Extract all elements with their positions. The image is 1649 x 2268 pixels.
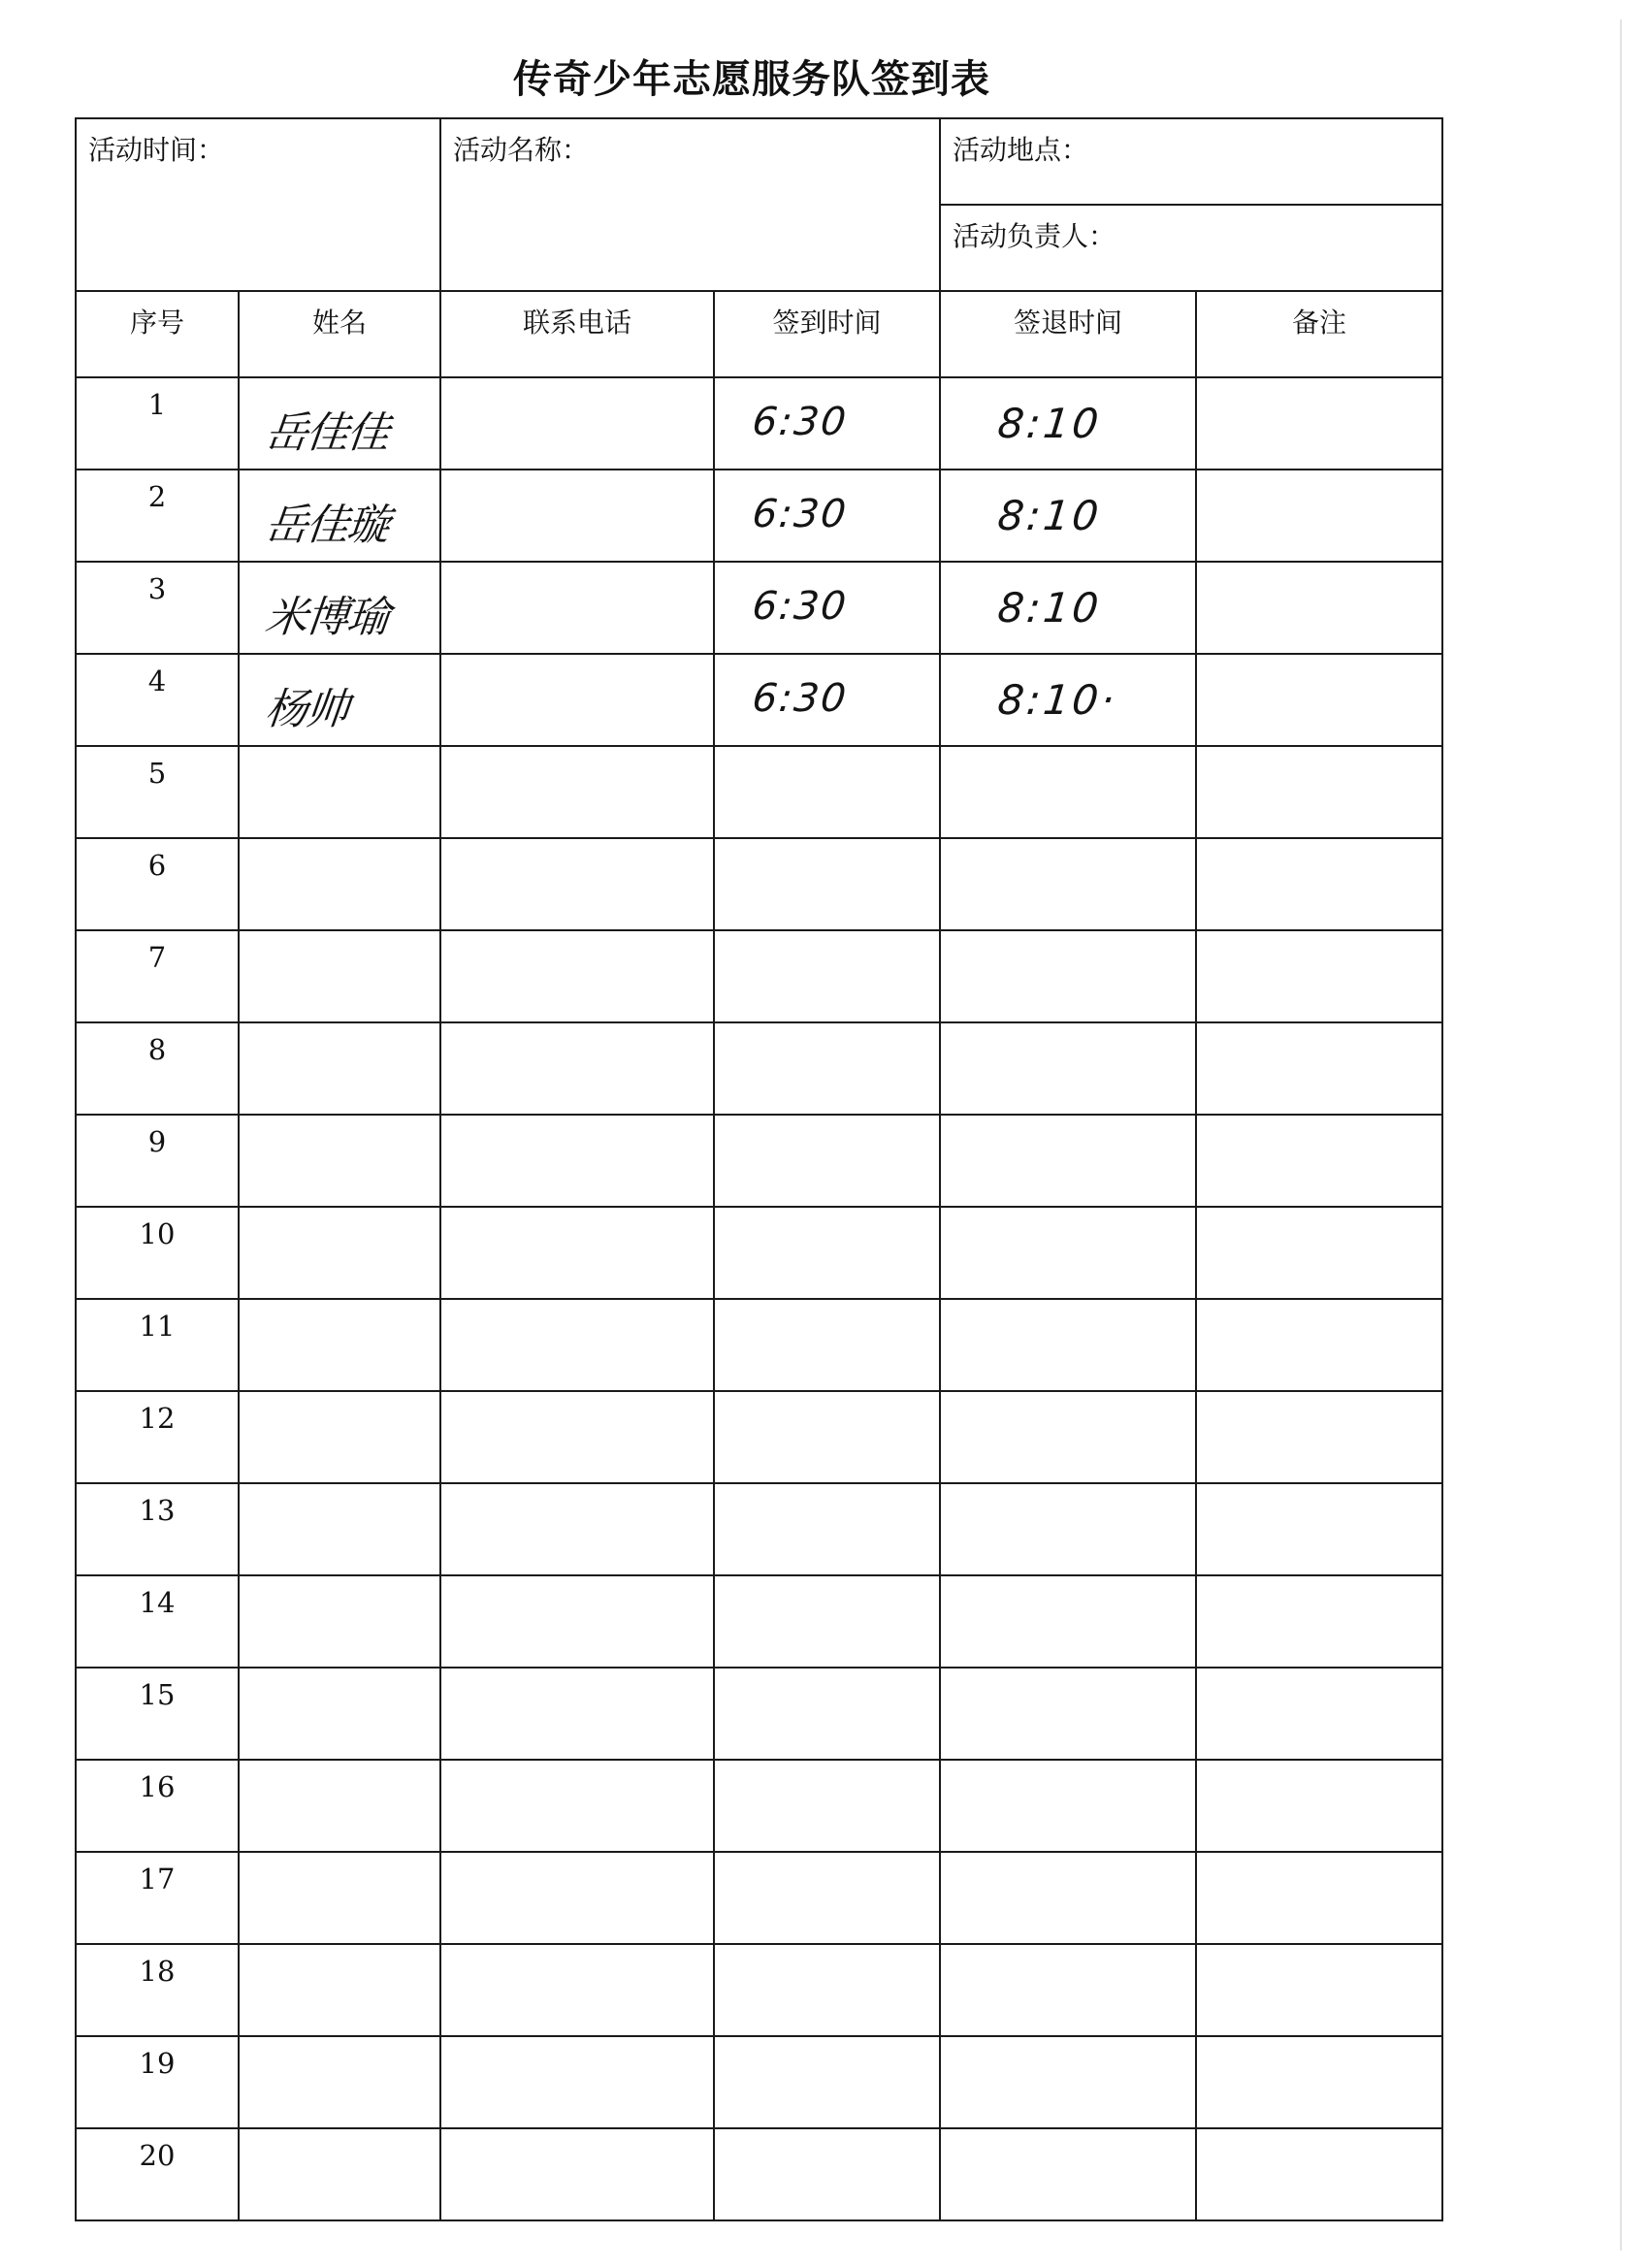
note-cell — [1196, 2036, 1442, 2128]
row-number: 11 — [76, 1299, 239, 1391]
col-header-phone: 联系电话 — [440, 291, 714, 377]
sign-in-time — [714, 2128, 940, 2220]
activity-place-label: 活动地点： — [953, 134, 1089, 166]
note-cell — [1196, 1760, 1442, 1852]
signer-name — [239, 930, 440, 1022]
table-row — [76, 1299, 1442, 1391]
row-number: 17 — [76, 1852, 239, 1944]
note-cell — [1196, 1299, 1442, 1391]
signer-name-handwriting — [239, 1208, 440, 1227]
note-cell — [1196, 1391, 1442, 1483]
signer-name-handwriting — [239, 2037, 440, 2057]
sign-in-time-handwriting — [714, 1484, 940, 1506]
note-cell — [1196, 746, 1442, 838]
signer-name — [239, 1668, 440, 1760]
page-title: 传奇少年志愿服务队签到表 — [513, 57, 990, 102]
sign-in-time-handwriting — [714, 1300, 940, 1321]
sign-in-time — [714, 1944, 940, 2036]
sign-out-time-handwriting: 8:10 — [995, 584, 1104, 632]
signer-name — [239, 1483, 440, 1575]
table-row — [76, 1760, 1442, 1852]
sign-in-time-handwriting — [714, 747, 940, 768]
row-number: 9 — [76, 1115, 239, 1207]
sign-in-time — [714, 1299, 940, 1391]
sign-out-time — [940, 746, 1196, 838]
table-row — [76, 930, 1442, 1022]
note-cell — [1196, 1575, 1442, 1668]
signer-name-handwriting — [239, 931, 440, 951]
table-row — [76, 654, 1442, 746]
sign-out-time — [940, 1944, 1196, 2036]
sign-in-time — [714, 1207, 940, 1299]
sign-out-time-handwriting — [940, 2037, 1196, 2058]
signer-name-handwriting — [239, 2129, 440, 2149]
sign-out-time — [940, 1115, 1196, 1207]
sign-in-time-handwriting — [714, 1023, 940, 1045]
sign-in-time-handwriting: 6:30 — [750, 676, 851, 721]
row-number: 4 — [76, 654, 239, 746]
sign-out-time-handwriting — [940, 1945, 1196, 1966]
signer-name — [239, 1760, 440, 1852]
sign-in-time-handwriting — [714, 1576, 940, 1598]
signer-name — [239, 1944, 440, 2036]
note-cell — [1196, 377, 1442, 470]
row-number: 13 — [76, 1483, 239, 1575]
phone-cell — [440, 562, 714, 654]
activity-time-label: 活动时间： — [88, 134, 225, 166]
sign-in-time-handwriting — [714, 1392, 940, 1413]
row-number: 3 — [76, 562, 239, 654]
sign-in-time — [714, 377, 940, 470]
sign-out-time — [940, 1299, 1196, 1391]
sign-in-time-handwriting — [714, 1669, 940, 1690]
signer-name — [239, 838, 440, 930]
phone-cell — [440, 930, 714, 1022]
phone-cell — [440, 2036, 714, 2128]
table-row — [76, 1483, 1442, 1575]
note-cell — [1196, 1115, 1442, 1207]
activity-name-cell — [440, 118, 940, 291]
col-header-name: 姓名 — [239, 291, 440, 377]
sign-out-time — [940, 1391, 1196, 1483]
signer-name-handwriting — [239, 1761, 440, 1780]
sign-in-time — [714, 1483, 940, 1575]
table-row — [76, 470, 1442, 562]
note-cell — [1196, 838, 1442, 930]
sign-out-time — [940, 1483, 1196, 1575]
scan-edge — [1620, 19, 1622, 2251]
row-number: 15 — [76, 1668, 239, 1760]
phone-cell — [440, 1668, 714, 1760]
row-number: 12 — [76, 1391, 239, 1483]
row-number: 8 — [76, 1022, 239, 1115]
table-row — [76, 1391, 1442, 1483]
sign-out-time — [940, 1760, 1196, 1852]
sign-in-time — [714, 1391, 940, 1483]
phone-cell — [440, 1944, 714, 2036]
sign-in-time — [714, 1668, 940, 1760]
signer-name-handwriting: 岳佳佳 — [262, 408, 391, 458]
signer-name-handwriting — [239, 1945, 440, 1964]
table-row — [76, 562, 1442, 654]
note-cell — [1196, 1022, 1442, 1115]
sign-out-time — [940, 838, 1196, 930]
sign-in-time-handwriting: 6:30 — [750, 584, 851, 629]
col-header-sign-out: 签退时间 — [940, 291, 1196, 377]
phone-cell — [440, 1575, 714, 1668]
sign-out-time — [940, 930, 1196, 1022]
table-row — [76, 838, 1442, 930]
sign-in-time-handwriting — [714, 1208, 940, 1229]
sign-in-time-handwriting: 6:30 — [750, 400, 851, 444]
sign-out-time — [940, 562, 1196, 654]
signer-name — [239, 1115, 440, 1207]
phone-cell — [440, 1391, 714, 1483]
sign-in-time — [714, 654, 940, 746]
sign-in-time — [714, 746, 940, 838]
signer-name — [239, 1022, 440, 1115]
signer-name — [239, 1391, 440, 1483]
phone-cell — [440, 1022, 714, 1115]
note-cell — [1196, 1668, 1442, 1760]
table-row — [76, 1668, 1442, 1760]
signer-name-handwriting — [239, 1484, 440, 1504]
sign-in-time-handwriting — [714, 2129, 940, 2151]
signer-name — [239, 562, 440, 654]
signer-name-handwriting — [239, 1392, 440, 1411]
sign-in-time — [714, 930, 940, 1022]
row-number: 20 — [76, 2128, 239, 2220]
sign-out-time — [940, 1207, 1196, 1299]
sign-out-time-handwriting: 8:10· — [995, 676, 1120, 724]
table-row — [76, 1575, 1442, 1668]
signer-name — [239, 377, 440, 470]
sign-out-time — [940, 2128, 1196, 2220]
table-row — [76, 1115, 1442, 1207]
sign-in-time — [714, 1852, 940, 1944]
sign-out-time — [940, 1852, 1196, 1944]
phone-cell — [440, 1483, 714, 1575]
note-cell — [1196, 470, 1442, 562]
sign-out-time-handwriting — [940, 1023, 1196, 1045]
sign-in-table — [75, 117, 1443, 2221]
note-cell — [1196, 2128, 1442, 2220]
signer-name-handwriting — [239, 747, 440, 766]
sign-out-time-handwriting — [940, 1208, 1196, 1229]
row-number: 1 — [76, 377, 239, 470]
activity-leader-label: 活动负责人： — [953, 220, 1116, 252]
col-header-note: 备注 — [1196, 291, 1442, 377]
signer-name — [239, 1575, 440, 1668]
activity-time-cell — [76, 118, 440, 291]
table-row — [76, 1852, 1442, 1944]
sign-in-time-handwriting — [714, 839, 940, 860]
sign-out-time-handwriting — [940, 747, 1196, 768]
signer-name — [239, 746, 440, 838]
note-cell — [1196, 1207, 1442, 1299]
sign-out-time-handwriting — [940, 931, 1196, 953]
sign-out-time-handwriting — [940, 839, 1196, 860]
sign-in-time-handwriting — [714, 1945, 940, 1966]
col-header-sign-in: 签到时间 — [714, 291, 940, 377]
note-cell — [1196, 1852, 1442, 1944]
sign-in-time-handwriting — [714, 1761, 940, 1782]
sign-out-time-handwriting: 8:10 — [995, 492, 1104, 539]
phone-cell — [440, 377, 714, 470]
phone-cell — [440, 1760, 714, 1852]
row-number: 7 — [76, 930, 239, 1022]
info-row-top — [76, 118, 1442, 205]
table-row — [76, 377, 1442, 470]
sign-in-time-handwriting — [714, 1853, 940, 1874]
phone-cell — [440, 1299, 714, 1391]
row-number: 5 — [76, 746, 239, 838]
signer-name-handwriting — [239, 1023, 440, 1043]
table-row — [76, 1207, 1442, 1299]
phone-cell — [440, 1115, 714, 1207]
signer-name — [239, 2036, 440, 2128]
row-number: 6 — [76, 838, 239, 930]
note-cell — [1196, 654, 1442, 746]
sign-out-time — [940, 1668, 1196, 1760]
row-number: 2 — [76, 470, 239, 562]
sign-out-time-handwriting — [940, 1392, 1196, 1413]
phone-cell — [440, 654, 714, 746]
signer-name-handwriting: 米博瑜 — [262, 593, 391, 642]
table-row — [76, 746, 1442, 838]
row-number: 16 — [76, 1760, 239, 1852]
sign-in-time — [714, 838, 940, 930]
note-cell — [1196, 1483, 1442, 1575]
signer-name-handwriting — [239, 1853, 440, 1872]
signer-name — [239, 1852, 440, 1944]
sign-out-time-handwriting: 8:10 — [995, 400, 1104, 447]
sign-in-time-handwriting — [714, 931, 940, 953]
sign-out-time — [940, 377, 1196, 470]
sign-in-time-handwriting — [714, 2037, 940, 2058]
sign-in-time — [714, 2036, 940, 2128]
sign-in-time — [714, 562, 940, 654]
sign-in-time-handwriting: 6:30 — [750, 492, 851, 536]
row-number: 19 — [76, 2036, 239, 2128]
signer-name — [239, 1299, 440, 1391]
table-row — [76, 2036, 1442, 2128]
sign-out-time — [940, 1575, 1196, 1668]
activity-leader-cell — [940, 205, 1442, 291]
sign-out-time — [940, 2036, 1196, 2128]
sign-in-time — [714, 470, 940, 562]
row-number: 18 — [76, 1944, 239, 2036]
activity-name-label: 活动名称： — [453, 134, 590, 166]
sign-out-time-handwriting — [940, 1116, 1196, 1137]
signer-name — [239, 654, 440, 746]
note-cell — [1196, 1944, 1442, 2036]
note-cell — [1196, 562, 1442, 654]
sign-out-time-handwriting — [940, 1761, 1196, 1782]
table-row — [76, 1022, 1442, 1115]
table-row — [76, 1944, 1442, 2036]
phone-cell — [440, 838, 714, 930]
sign-out-time — [940, 1022, 1196, 1115]
signer-name-handwriting — [239, 1116, 440, 1135]
signer-name — [239, 2128, 440, 2220]
row-number: 10 — [76, 1207, 239, 1299]
sign-in-time — [714, 1022, 940, 1115]
sign-out-time — [940, 470, 1196, 562]
note-cell — [1196, 930, 1442, 1022]
signer-name-handwriting — [239, 1300, 440, 1319]
phone-cell — [440, 1207, 714, 1299]
sign-out-time-handwriting — [940, 1484, 1196, 1506]
sign-out-time-handwriting — [940, 1669, 1196, 1690]
sign-out-time — [940, 654, 1196, 746]
phone-cell — [440, 1852, 714, 1944]
activity-place-cell — [940, 118, 1442, 205]
phone-cell — [440, 2128, 714, 2220]
sign-in-time — [714, 1575, 940, 1668]
col-header-no: 序号 — [76, 291, 239, 377]
sign-in-time — [714, 1760, 940, 1852]
sign-out-time-handwriting — [940, 1853, 1196, 1874]
signer-name-handwriting — [239, 1669, 440, 1688]
signer-name-handwriting — [239, 1576, 440, 1596]
sign-in-time-handwriting — [714, 1116, 940, 1137]
signer-name-handwriting: 杨帅 — [262, 685, 350, 734]
signer-name — [239, 470, 440, 562]
phone-cell — [440, 746, 714, 838]
row-number: 14 — [76, 1575, 239, 1668]
phone-cell — [440, 470, 714, 562]
signer-name-handwriting — [239, 839, 440, 859]
sign-in-time — [714, 1115, 940, 1207]
sign-out-time-handwriting — [940, 1300, 1196, 1321]
sign-out-time-handwriting — [940, 2129, 1196, 2151]
signer-name-handwriting: 岳佳璇 — [262, 501, 391, 550]
column-header-row — [76, 291, 1442, 377]
signer-name — [239, 1207, 440, 1299]
sign-out-time-handwriting — [940, 1576, 1196, 1598]
table-row — [76, 2128, 1442, 2220]
